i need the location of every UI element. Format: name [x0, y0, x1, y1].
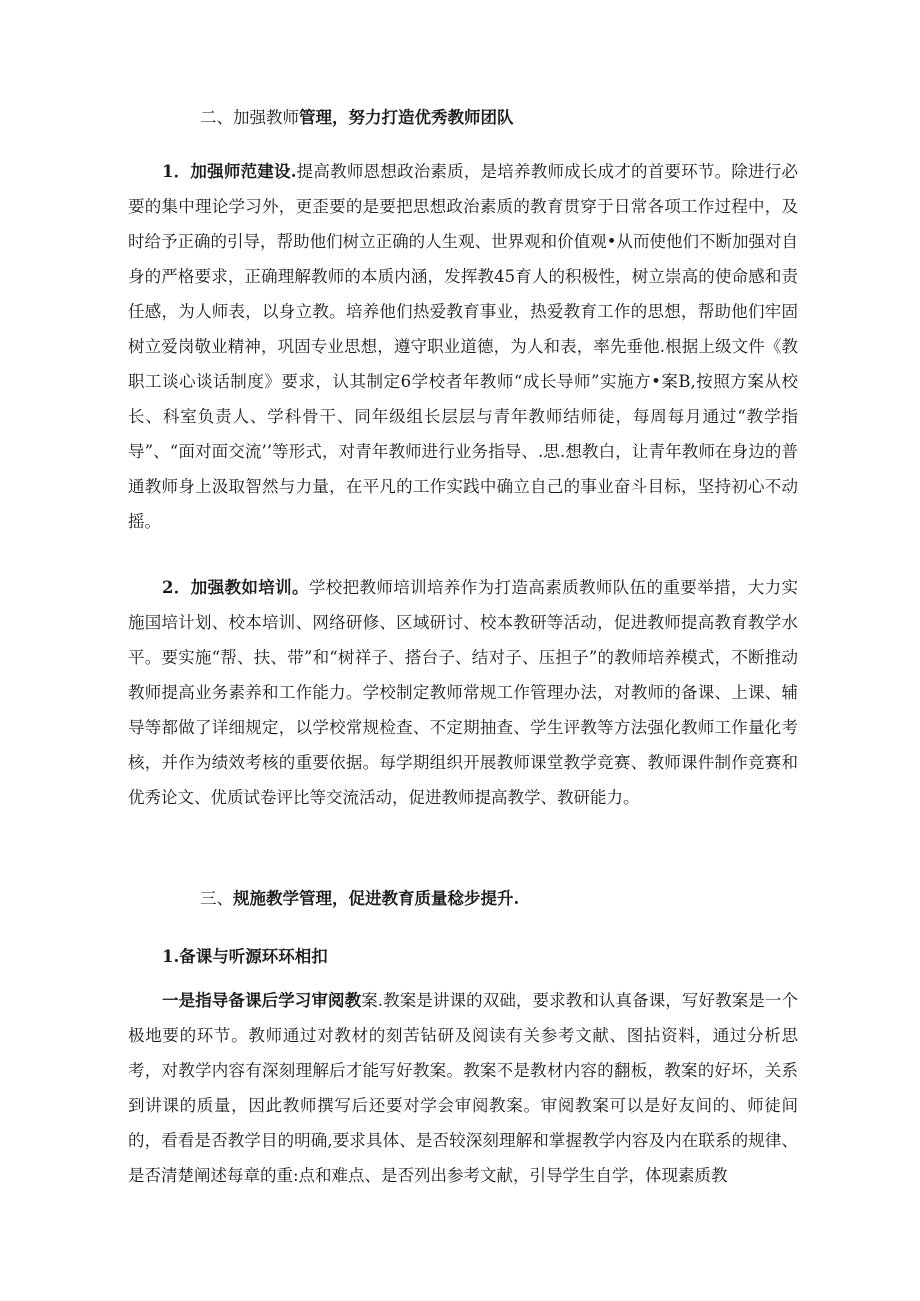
paragraph-body: 学校把教师培训培养作为打造高素质教师队伍的重要举措，大力实施国培计划、校本培训、网络研修、区域研讨、校本教研等活动，促进教师提高教育教学水平。要实施“帮、扶、带”和“树祥子、搭台子、结对子、压担子”的教师培养模式，不断推动教师提高业务素养和工作能力。学校制定教师常规工作管理办法，对教师的备课、上课、辅导等都做了详细规定，以学校常规检查、不定期抽查、学生评教等方法强化教师工作量化考核，并作为绩效考核的重要依据。每学期组织开展教师课堂教学竞赛、教师课件制作竞赛和优秀论文、优质试卷评比等交流活动，促进教师提高教学、教研能力。 — [128, 578, 798, 807]
paragraph-lesson-plan — [128, 983, 798, 1193]
section-heading-2 — [200, 104, 514, 128]
section-heading-2-prefix: 二、加强教师 — [200, 108, 299, 127]
section-heading-3-title: 规施教学管理，促进教育质量稔步提升. — [233, 889, 520, 908]
paragraph-lead: 1．加强师范建设. — [162, 162, 297, 181]
section-heading-2-title: 管理，努力打造优秀教师团队 — [299, 108, 514, 127]
section-heading-3-prefix: 三、 — [200, 889, 233, 908]
section-heading-3 — [200, 885, 519, 909]
paragraph-body: 提高教师恩想政治素质，是培养教师成长成才的首要环节。除进行必要的集中理论学习外，更歪要的是要把思想政治素质的教育贯穿于日常各项工作过程中，及时给予正确的引导，帮助他们树立正确的人生观、世界观和价值观•从而使他们不断加强对自身的严格要求，正确理解教师的本质内涵，发挥教45育人的积极性，树立崇高的使命感和责任感，为人师表，以身立教。培养他们热爱教育事业，热爱教育工作的思想，帮助他们牢固树立爱岗敬业精神，巩固专业思想，遵守职业道德，为人和表，率先垂他.根据上级文件《教职工谈心谈话制度》要求，认其制定6学校者年教师“成长导师”实施方•案B,按照方案从校长、科室负责人、学科骨干、同年级组长层层与青年教师结师徒，每周每月通过“教学指导”、“面对面交流’’等形式，对青年教师进行业务指导、.思.想教白，让青年教师在身边的普通教师身上汲取智然与力量，在平凡的工作实践中确立自己的事业奋斗目标，坚持初心不动摇。 — [128, 162, 798, 531]
paragraph-body: 案.教案是讲课的双础，要求教和认真备课，写好教案是一个极地要的环节。教师通过对教材的刻苦钻研及阅读有关参考文献、图拈资料，通过分析思考，对教学内容有深刻理解后才能写好教案。教案不是教材内容的翻板，教案的好坏，关系到讲课的质量，因此教师撰写后还要对学会审阅教案。审阅教案可以是好友间的、师徒间的，看看是否教学目的明确,要求具体、是否较深刻理解和掌握教学内容及内在联系的规律、是否清楚阐述每章的重:点和难点、是否列出参考文献，引导学生自学，体现素质教 — [128, 991, 798, 1185]
paragraph-teacher-ethics — [128, 154, 798, 539]
paragraph-lead: 一是指导备课后学习审阅教 — [162, 991, 362, 1010]
subheading-lesson-prep: 1.备课与听源环环相扣 — [162, 947, 328, 966]
paragraph-lead: 2．加强教如培训。 — [162, 578, 309, 597]
paragraph-teacher-training — [128, 570, 798, 815]
